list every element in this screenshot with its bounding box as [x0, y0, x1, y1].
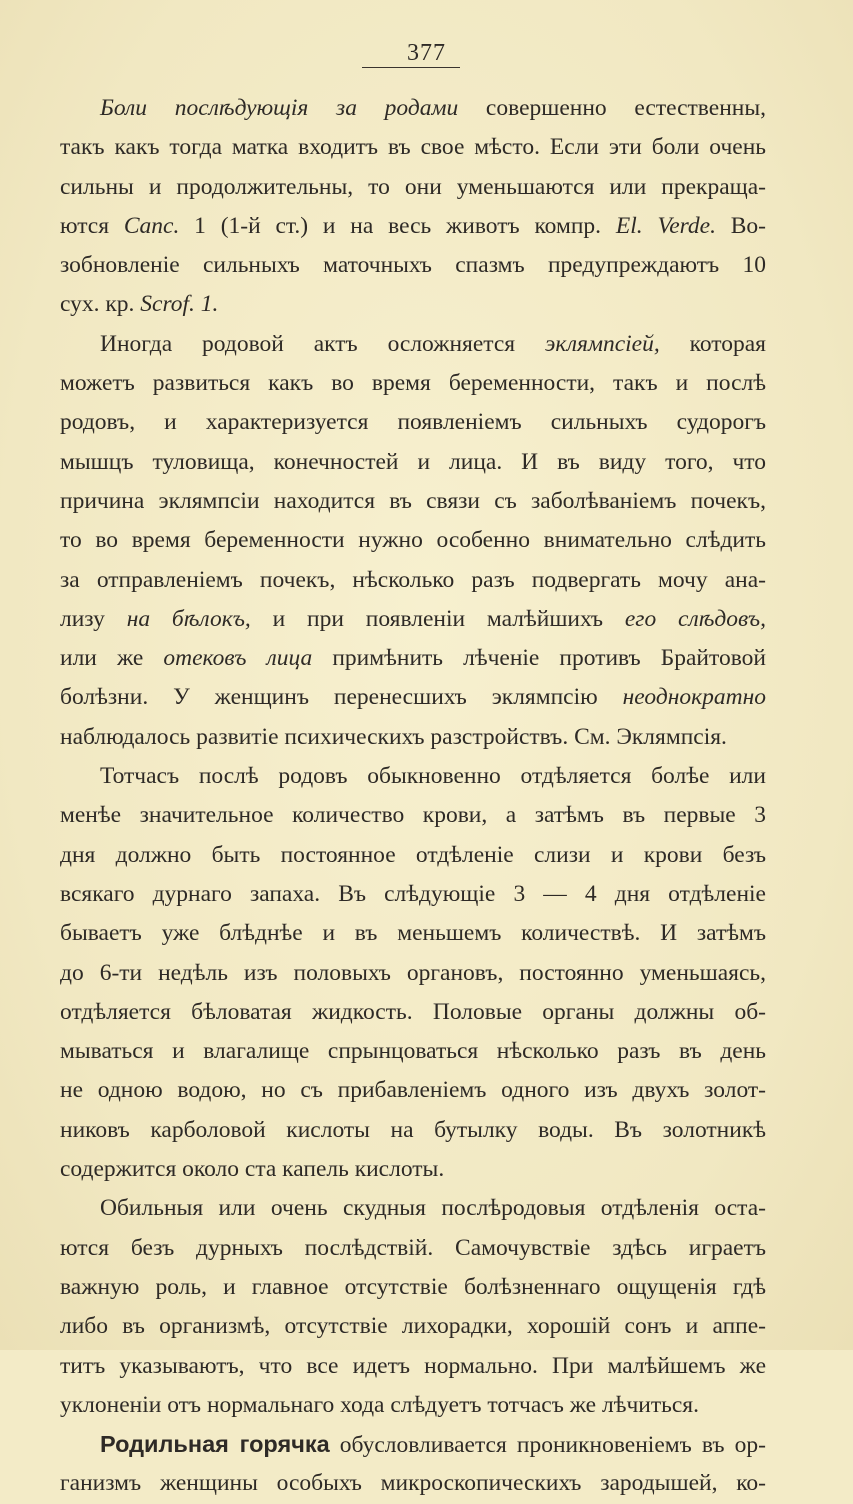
text-segment: Во-: [715, 212, 766, 239]
text-segment: сух. кр.: [60, 291, 141, 318]
text-segment: никовъ карболовой кислоты на бутылку воды. Въ золотникѣ: [60, 1116, 766, 1143]
text-segment: содержится около ста капель кислоты.: [60, 1156, 445, 1183]
text-line: [60, 836, 766, 875]
text-segment: лизу: [60, 605, 127, 632]
text-segment: примѣнить лѣченіе противъ Брайтовой: [312, 645, 766, 672]
text-line: [60, 285, 766, 324]
text-line: [60, 207, 766, 246]
page-number: 377: [407, 40, 446, 66]
text-line: [60, 718, 766, 757]
text-segment: до 6-ти недѣль изъ половыхъ органовъ, постоянно уменьшаясь,: [60, 959, 766, 986]
text-line: [60, 325, 766, 364]
text-segment: всякаго дурнаго запаха. Въ слѣдующіе 3 — 4 дня отдѣленіе: [60, 880, 766, 907]
text-line: [60, 364, 766, 403]
text-line: [60, 443, 766, 482]
text-segment: болѣзни. У женщинъ перенесшихъ эклямпсію: [60, 684, 623, 711]
text-segment: совершенно естественны,: [458, 95, 766, 121]
text-segment: не одною водою, но съ прибавленіемъ одного изъ двухъ золот-: [60, 1077, 766, 1104]
text-segment: уклоненіи отъ нормальнаго хода слѣдуетъ тотчасъ же лѣчиться.: [60, 1391, 699, 1418]
text-segment: важную роль, и главное отсутствіе болѣзненнаго ощущенія гдѣ: [60, 1273, 766, 1300]
text-segment: ются: [60, 212, 124, 239]
text-line: [60, 89, 766, 128]
text-segment: Обильныя или очень скудныя послѣродовыя отдѣленія оста-: [100, 1195, 766, 1222]
text-line: [60, 954, 766, 993]
text-segment: отдѣляется бѣловатая жидкость. Половые органы должны об-: [60, 998, 766, 1025]
text-line: [60, 875, 766, 914]
text-line: [60, 1111, 766, 1150]
text-line: [60, 600, 766, 639]
text-segment: зобновленіе сильныхъ маточныхъ спазмъ предупреждаютъ 10: [60, 252, 766, 279]
text-line: [60, 1032, 766, 1071]
text-segment: сильны и продолжительны, то они уменьшаются или прекраща-: [60, 173, 766, 200]
text-line: [60, 403, 766, 442]
text-segment: родовъ, и характеризуется появленіемъ сильныхъ судорогъ: [60, 409, 766, 436]
text-line: [60, 1347, 766, 1386]
text-segment: ганизмъ женщины особыхъ микроскопическихъ зародышей, ко-: [60, 1470, 766, 1497]
text-segment: которая: [659, 330, 766, 357]
text-segment: и при появленіи малѣйшихъ: [250, 605, 625, 632]
text-line: [60, 796, 766, 835]
text-line: [60, 561, 766, 600]
text-segment: Иногда родовой актъ осложняется: [100, 330, 545, 357]
text-segment: мышцъ туловища, конечностей и лица. И въ виду того, что: [60, 448, 766, 475]
italic-text: на бѣлокъ,: [126, 605, 251, 632]
text-segment: обусловливается проникновеніемъ въ ор-: [329, 1432, 766, 1459]
text-line: [60, 482, 766, 521]
text-line: [60, 1386, 766, 1425]
text-line: [60, 1150, 766, 1189]
text-segment: бываетъ уже блѣднѣе и въ меньшемъ количествѣ. И затѣмъ: [60, 920, 766, 947]
text-line: [60, 1307, 766, 1346]
text-line: [60, 128, 766, 167]
text-segment: можетъ развиться какъ во время беременности, такъ и послѣ: [60, 370, 766, 397]
text-line: [60, 993, 766, 1032]
text-segment: ются безъ дурныхъ послѣдствій. Самочувствіе здѣсь играетъ: [60, 1234, 766, 1261]
italic-text: El. Verde.: [615, 212, 716, 239]
text-line: [60, 521, 766, 560]
text-line: [60, 757, 766, 796]
italic-text: эклямпсіей,: [544, 330, 660, 357]
text-line: [60, 639, 766, 678]
text-line: [60, 1229, 766, 1268]
italic-text: Scrof. 1.: [140, 291, 219, 318]
text-line: [60, 1268, 766, 1307]
text-segment: наблюдалось развитіе психическихъ разстройствъ. См. Эклямпсія.: [60, 723, 727, 750]
text-line: [60, 246, 766, 285]
text-segment: или же: [60, 645, 164, 672]
text-line: [60, 914, 766, 953]
body-text: [60, 89, 766, 1504]
header-rule: [362, 67, 460, 68]
text-line: [60, 168, 766, 207]
italic-text: отековъ лица: [163, 645, 313, 672]
italic-text: Боли послѣдующія за родами: [100, 95, 459, 121]
text-segment: за отправленіемъ почекъ, нѣсколько разъ подвергать мочу ана-: [60, 566, 766, 593]
text-segment: Тотчасъ послѣ родовъ обыкновенно отдѣляется болѣе или: [100, 763, 766, 790]
text-segment: причина эклямпсіи находится въ связи съ заболѣваніемъ почекъ,: [60, 487, 766, 514]
text-segment: дня должно быть постоянное отдѣленіе слизи и крови безъ: [60, 841, 766, 868]
text-line: [60, 678, 766, 717]
text-segment: мываться и влагалище спрынцоваться нѣсколько разъ въ день: [60, 1038, 766, 1065]
text-line: [60, 1425, 766, 1464]
text-segment: такъ какъ тогда матка входитъ въ свое мѣсто. Если эти боли очень: [60, 134, 766, 161]
text-segment: 1 (1-й ст.) и на весь животъ компр.: [179, 212, 616, 239]
text-line: [60, 1464, 766, 1503]
italic-text: Canc.: [123, 212, 180, 239]
italic-text: неоднократно: [622, 684, 766, 711]
italic-text: его слѣдовъ,: [624, 605, 766, 632]
text-segment: либо въ организмѣ, отсутствіе лихорадки, хорошій сонъ и аппе-: [60, 1313, 766, 1340]
bold-heading-text: Родильная горячка: [100, 1431, 330, 1458]
text-line: [60, 1189, 766, 1228]
text-segment: титъ указываютъ, что все идетъ нормально. При малѣйшемъ же: [60, 1352, 766, 1379]
text-line: [60, 1071, 766, 1110]
text-segment: то во время беременности нужно особенно внимательно слѣдить: [60, 527, 766, 554]
text-segment: менѣе значительное количество крови, а затѣмъ въ первые 3: [60, 802, 766, 829]
